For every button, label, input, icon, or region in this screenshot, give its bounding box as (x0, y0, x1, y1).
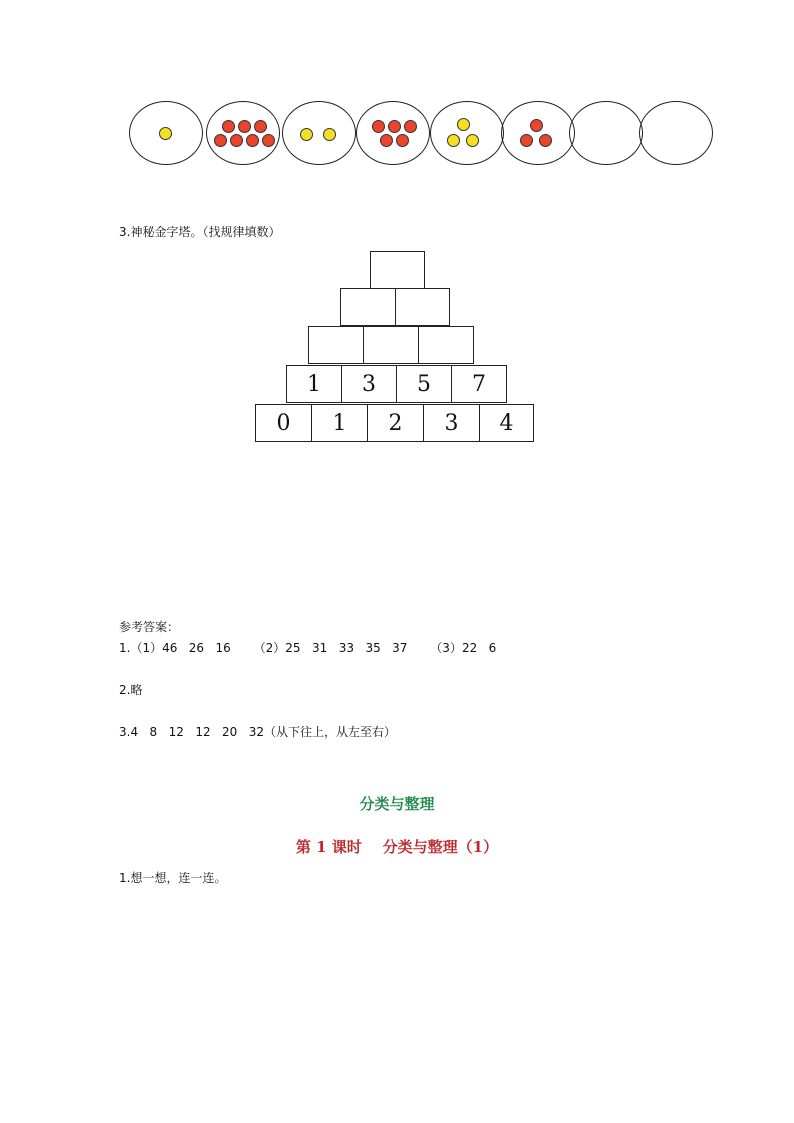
yellow-dot (300, 128, 313, 141)
red-dot (230, 134, 243, 147)
red-dot (222, 120, 235, 133)
circle-7-empty (569, 101, 643, 165)
circle-3 (282, 101, 356, 165)
red-dot (238, 120, 251, 133)
pyramid-cell: 5 (396, 365, 452, 403)
pyramid-cell: 0 (255, 404, 312, 442)
circle-1 (129, 101, 203, 165)
question-1-label: 1.想一想，连一连。 (119, 871, 227, 885)
pyramid-cell[interactable] (340, 288, 396, 326)
red-dot (520, 134, 533, 147)
answer-line-2: 2.略 (119, 683, 143, 697)
red-dot (246, 134, 259, 147)
circle-8-empty (639, 101, 713, 165)
circle-4 (356, 101, 430, 165)
pyramid-cell[interactable] (370, 251, 425, 289)
pyramid-cell: 1 (286, 365, 342, 403)
pyramid-cell[interactable] (418, 326, 474, 364)
red-dot (396, 134, 409, 147)
answer-line-3: 3.4 8 12 12 20 32（从下往上，从左至右） (119, 725, 397, 739)
pyramid-cell: 3 (341, 365, 397, 403)
circle-6 (501, 101, 575, 165)
red-dot (380, 134, 393, 147)
red-dot (388, 120, 401, 133)
pyramid-cell: 7 (451, 365, 507, 403)
pyramid-cell: 1 (311, 404, 368, 442)
red-dot (214, 134, 227, 147)
question-3-label: 3.神秘金字塔。（找规律填数） (119, 225, 281, 239)
red-dot (254, 120, 267, 133)
pyramid-cell: 3 (423, 404, 480, 442)
red-dot (530, 119, 543, 132)
lesson-title: 第 1 课时 分类与整理（1） (295, 838, 499, 856)
pyramid-cell[interactable] (308, 326, 364, 364)
pyramid-cell[interactable] (363, 326, 419, 364)
red-dot (404, 120, 417, 133)
pyramid-cell: 2 (367, 404, 424, 442)
red-dot (262, 134, 275, 147)
yellow-dot (447, 134, 460, 147)
red-dot (372, 120, 385, 133)
circle-2 (206, 101, 280, 165)
answers-heading: 参考答案： (119, 620, 180, 634)
yellow-dot (457, 118, 470, 131)
yellow-dot (159, 127, 172, 140)
circle-5 (430, 101, 504, 165)
section-title: 分类与整理 (359, 795, 435, 813)
pyramid-cell: 4 (479, 404, 534, 442)
answer-line-1: 1.（1）46 26 16 （2）25 31 33 35 37 （3）22 6 (119, 641, 497, 655)
red-dot (539, 134, 552, 147)
pyramid-cell[interactable] (395, 288, 450, 326)
yellow-dot (323, 128, 336, 141)
yellow-dot (466, 134, 479, 147)
